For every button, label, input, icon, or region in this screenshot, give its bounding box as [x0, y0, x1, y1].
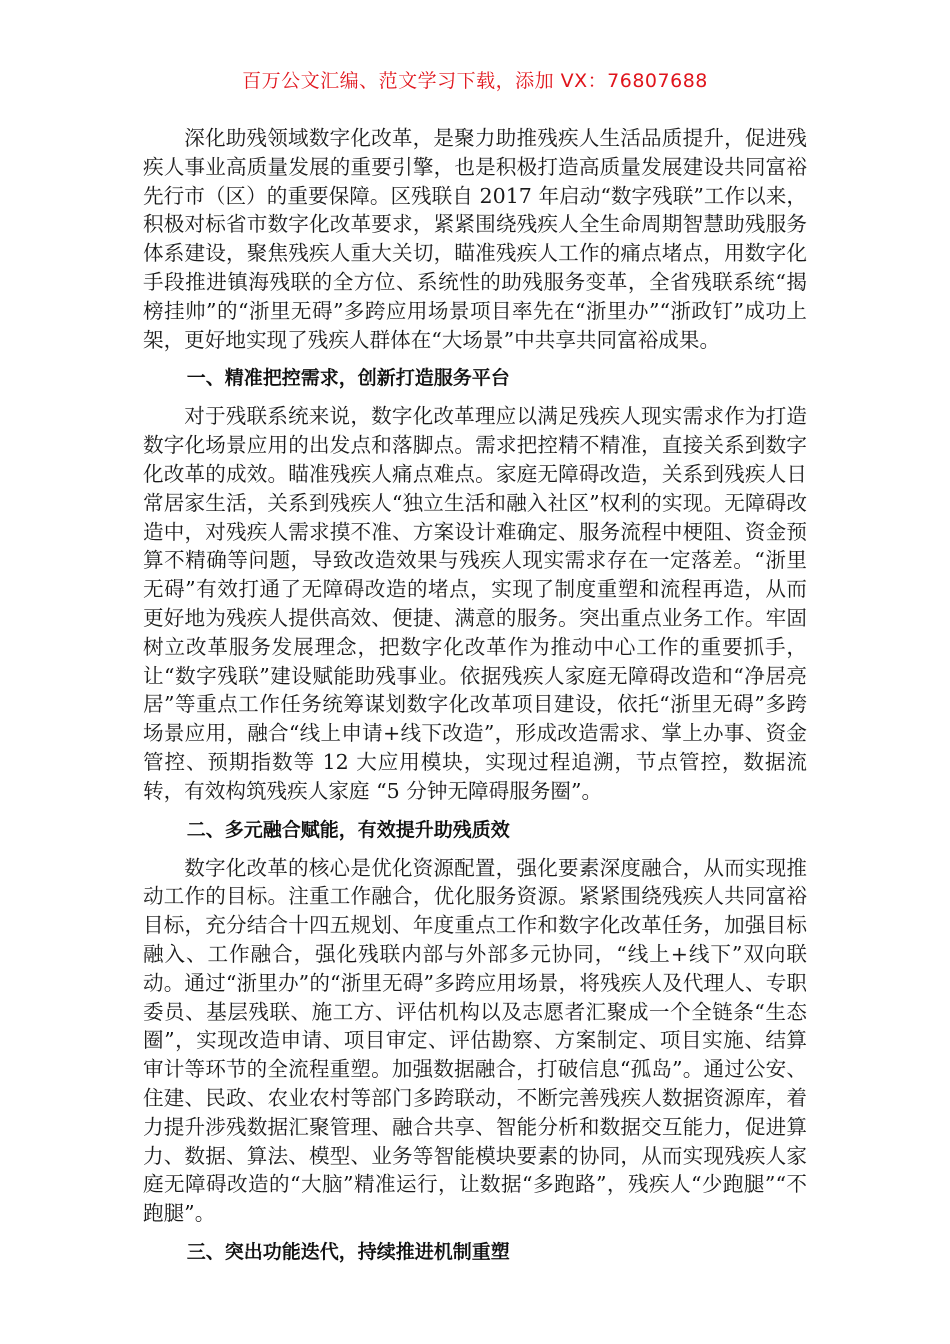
section-2-paragraph: 数字化改革的核心是优化资源配置，强化要素深度融合，从而实现推动工作的目标。注重工作融合，优化服务资源。紧紧围绕残疾人共同富裕目标，充分结合十四五规划、年度重点工作和数字化改革任务，加强目标融入、工作融合，强化残联内部与外部多元协同，“线上+线下”双向联动。通过“浙里办”的“浙里无碍”多跨应用场景，将残疾人及代理人、专职委员、基层残联、施工方、评估机构以及志愿者汇聚成一个全链条“生态圈”，实现改造申请、项目审定、评估勘察、方案制定、项目实施、结算审计等环节的全流程重塑。加强数据融合，打破信息“孤岛”。通过公安、住建、民政、农业农村等部门多跨联动，不断完善残疾人数据资源库，着力提升涉残数据汇聚管理、融合共享、智能分析和数据交互能力，促进算力、数据、算法、模型、业务等智能模块要素的协同，从而实现残疾人家庭无障碍改造的“大脑”精准运行，让数据“多跑路”，残疾人“少跑腿”“不跑腿”。 — [143, 855, 807, 1226]
intro-paragraph: 深化助残领域数字化改革，是聚力助推残疾人生活品质提升，促进残疾人事业高质量发展的重要引擎，也是积极打造高质量发展建设共同富裕先行市（区）的重要保障。区残联自 2017 年启动“数字残联”工作以来，积极对标省市数字化改革要求，紧紧围绕残疾人全生命周期智慧助残服务体系建设，聚焦残疾人重大关切，瞄准残疾人工作的痛点堵点，用数字化手段推进镇海残联的全方位、系统性的助残服务变革，全省残联系统“揭榜挂帅”的“浙里无碍”多跨应用场景项目率先在“浙里办”“浙政钉”成功上架，更好地实现了残疾人群体在“大场景”中共享共同富裕成果。 — [143, 126, 807, 352]
section-3-heading: 三、突出功能迭代，持续推进机制重塑 — [186, 1240, 510, 1263]
section-1-heading: 一、精准把控需求，创新打造服务平台 — [186, 367, 510, 390]
section-2-heading: 二、多元融合赋能，有效提升助残质效 — [186, 818, 510, 841]
section-1-paragraph: 对于残联系统来说，数字化改革理应以满足残疾人现实需求作为打造数字化场景应用的出发点和落脚点。需求把控精不精准，直接关系到数字化改革的成效。瞄准残疾人痛点难点。家庭无障碍改造，关系到残疾人日常居家生活，关系到残疾人“独立生活和融入社区”权利的实现。无障碍改造中，对残疾人需求摸不准、方案设计难确定、服务流程中梗阻、资金预算不精确等问题，导致改造效果与残疾人现实需求存在一定落差。“浙里无碍”有效打通了无障碍改造的堵点，实现了制度重塑和流程再造，从而更好地为残疾人提供高效、便捷、满意的服务。突出重点业务工作。牢固树立改革服务发展理念，把数字化改革作为推动中心工作的重要抓手，让“数字残联”建设赋能助残事业。依据残疾人家庭无障碍改造和“净居亮居”等重点工作任务统筹谋划数字化改革项目建设，依托“浙里无碍”多跨场景应用，融合“线上申请+线下改造”，形成改造需求、掌上办事、资金管控、预期指数等 12 大应用模块，实现过程追溯，节点管控，数据流转，有效构筑残疾人家庭 “5 分钟无障碍服务圈”。 — [143, 404, 807, 803]
watermark-banner: 百万公文汇编、范文学习下载，添加 VX：76807688 — [242, 70, 708, 92]
article-body — [143, 124, 807, 1276]
